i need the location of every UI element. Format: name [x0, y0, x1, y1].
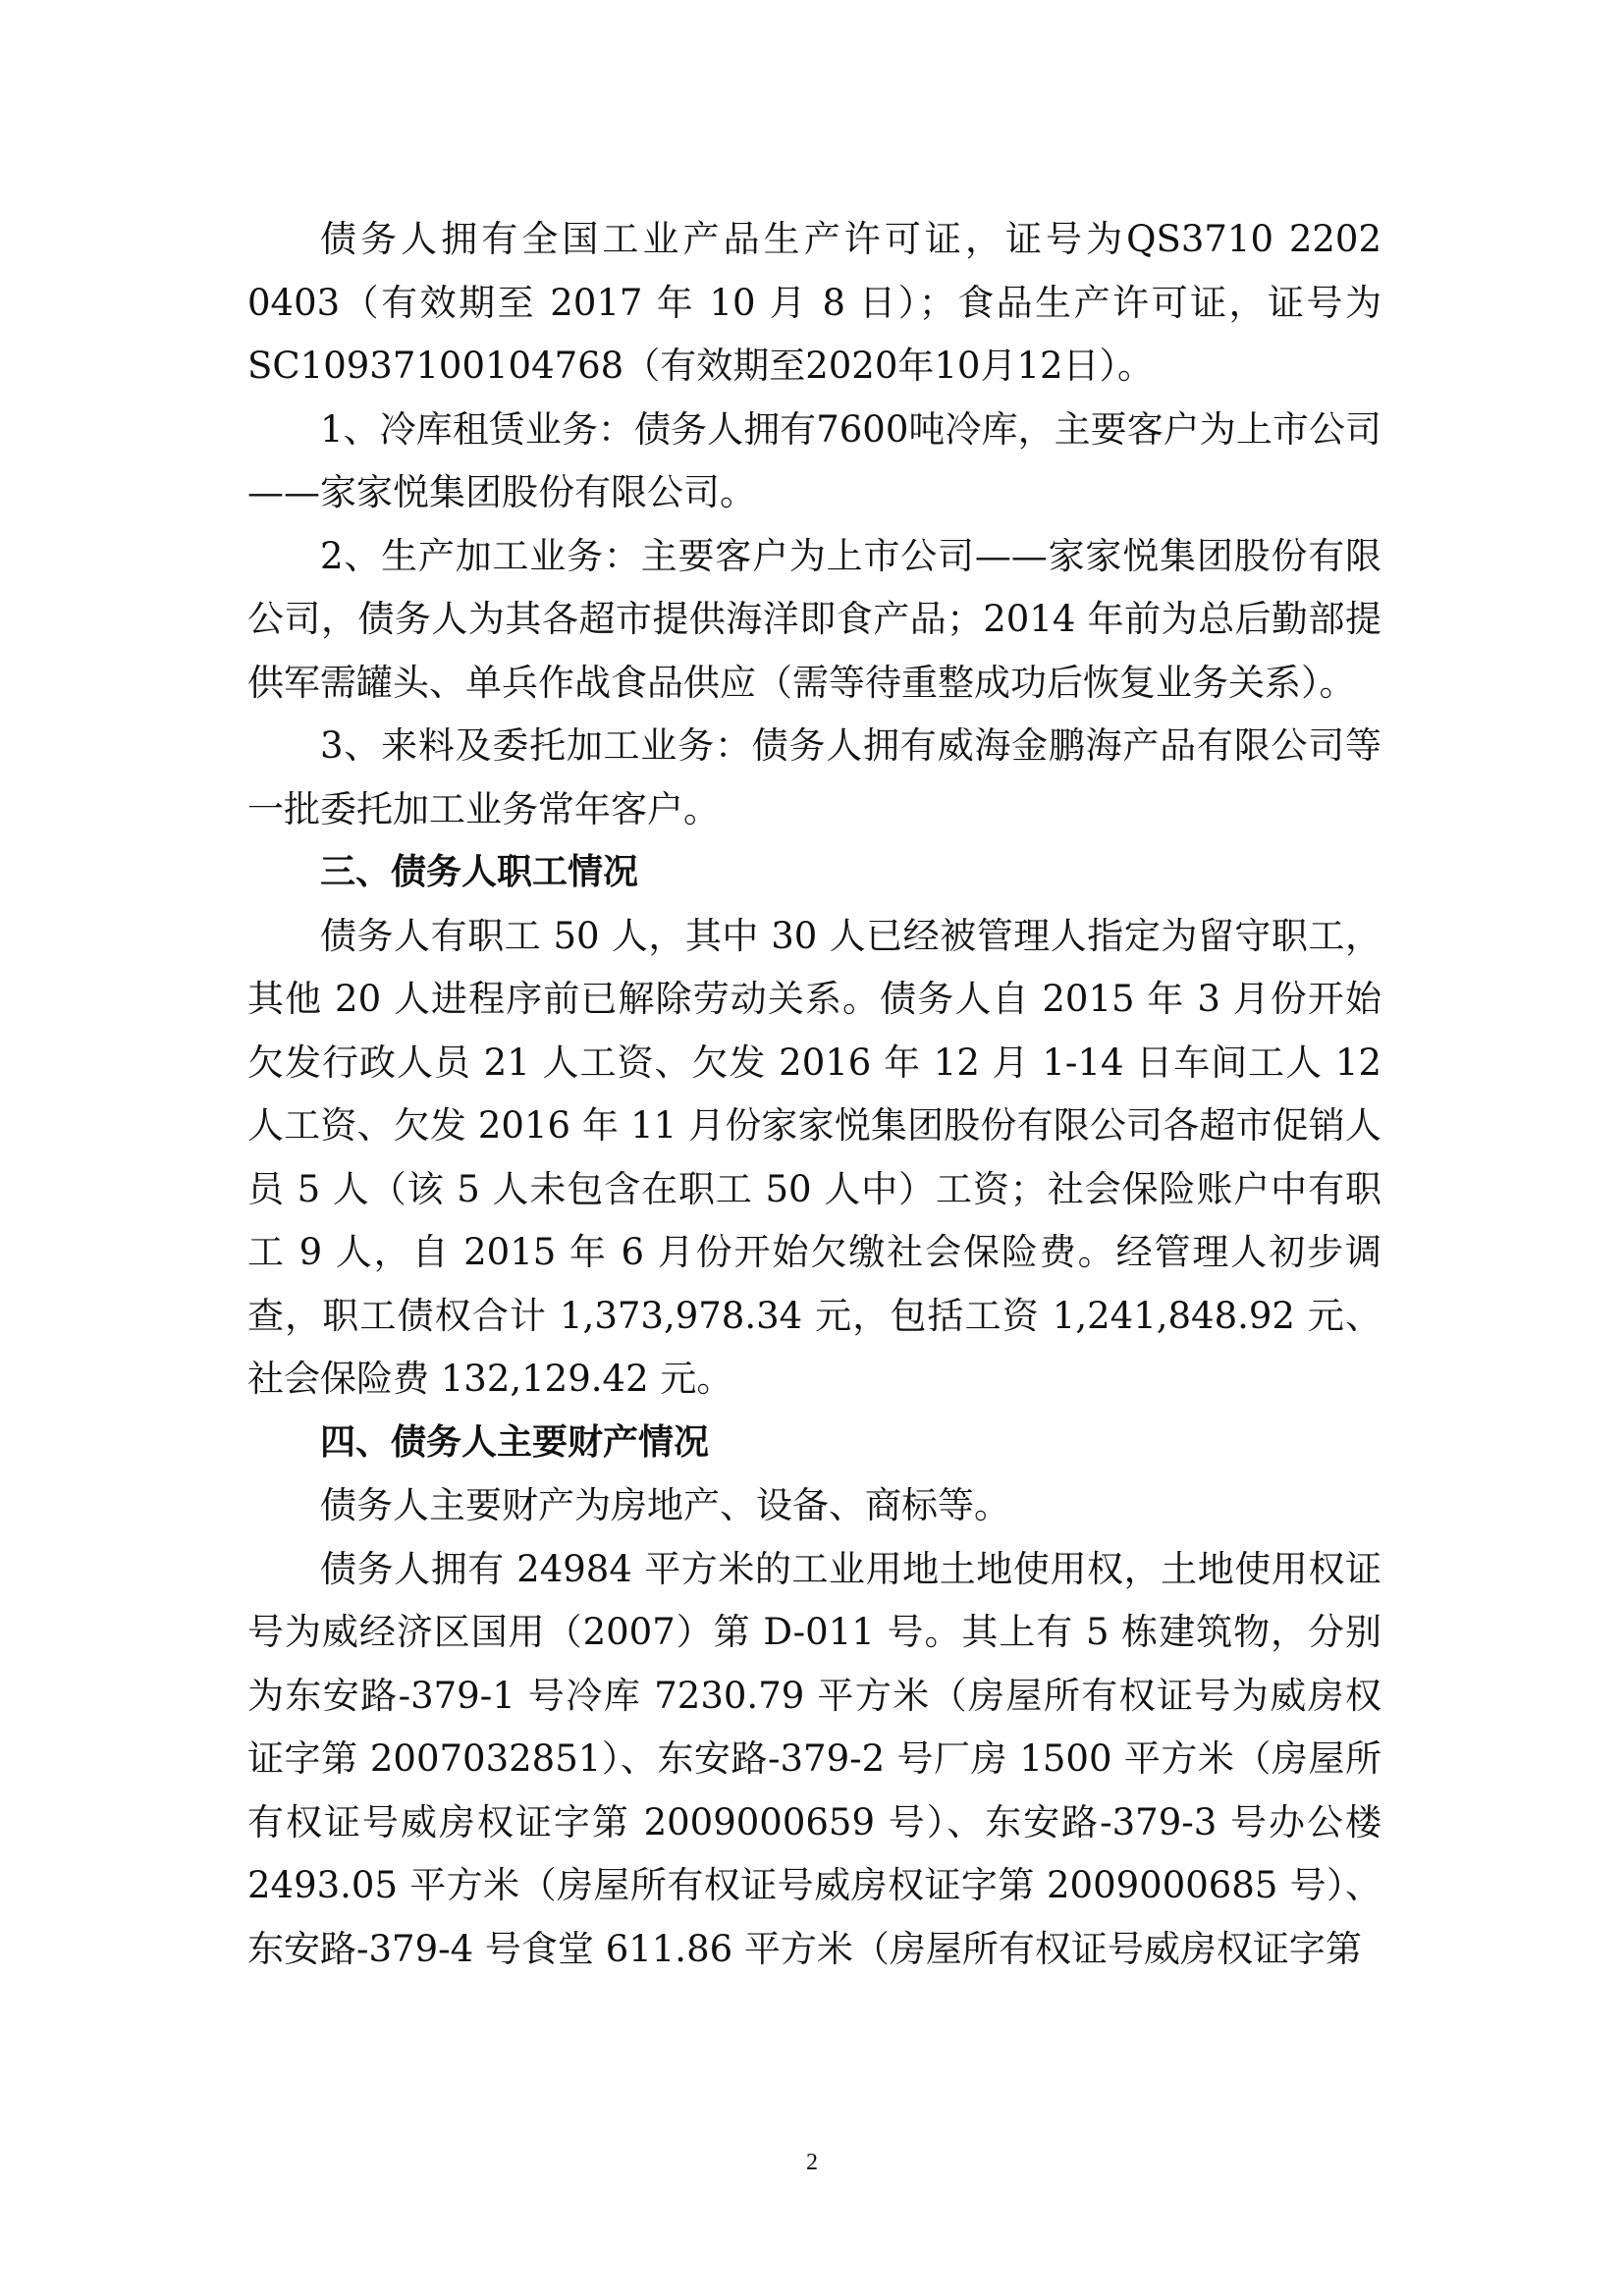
paragraph-land-buildings: 债务人拥有 24984 平方米的工业用地土地使用权，土地使用权证号为威经济区国用（2007）第 D-011 号。其上有 5 栋建筑物，分别为东安路-379-1 号冷库 7230.79 平方米（房屋所有权证号为威房权证字第 2007032851）、东安路-379-2 号厂房 1500 平方米（房屋所有权证号威房权证字第 2009000659 号）、东安路-379-3 号办公楼 2493.05 平方米（房屋所有权证号威房权证字第 2009000685 号）、东安路-379-4 号食堂 611.86 平方米（房屋所有权证号威房权证字第 [247, 1547, 1381, 1970]
document-body [247, 208, 1381, 1981]
section-heading-assets: 四、债务人主要财产情况 [320, 1421, 710, 1463]
paragraph-assets-summary: 债务人主要财产为房地产、设备、商标等。 [320, 1484, 1010, 1526]
paragraph-license: 债务人拥有全国工业产品生产许可证，证号为QS3710 2202 0403（有效期至 2017 年 10 月 8 日）；食品生产许可证，证号为SC10937100104768（有效期至2020年10月12日）。 [247, 218, 1381, 387]
paragraph-processing: 2、生产加工业务：主要客户为上市公司——家家悦集团股份有限公司，债务人为其各超市提供海洋即食产品；2014 年前为总后勤部提供军需罐头、单兵作战食品供应（需等待重整成功后恢复业务关系）。 [247, 534, 1381, 704]
paragraph-consigned-processing: 3、来料及委托加工业务：债务人拥有威海金鹏海产品有限公司等一批委托加工业务常年客户。 [247, 724, 1381, 830]
paragraph-employees: 债务人有职工 50 人，其中 30 人已经被管理人指定为留守职工，其他 20 人进程序前已解除劳动关系。债务人自 2015 年 3 月份开始欠发行政人员 21 人工资、欠发 2016 年 12 月 1-14 日车间工人 12 人工资、欠发 2016 年 11 月份家家悦集团股份有限公司各超市促销人员 5 人（该 5 人未包含在职工 50 人中）工资；社会保险账户中有职工 9 人，自 2015 年 6 月份开始欠缴社会保险费。经管理人初步调查，职工债权合计 1,373,978.34 元，包括工资 1,241,848.92 元、社会保险费 132,129.42 元。 [247, 914, 1381, 1400]
page-number: 2 [806, 2150, 818, 2175]
section-heading-employees: 三、债务人职工情况 [320, 852, 639, 892]
paragraph-cold-storage: 1、冷库租赁业务：债务人拥有7600吨冷库，主要客户为上市公司——家家悦集团股份有限公司。 [247, 407, 1381, 513]
